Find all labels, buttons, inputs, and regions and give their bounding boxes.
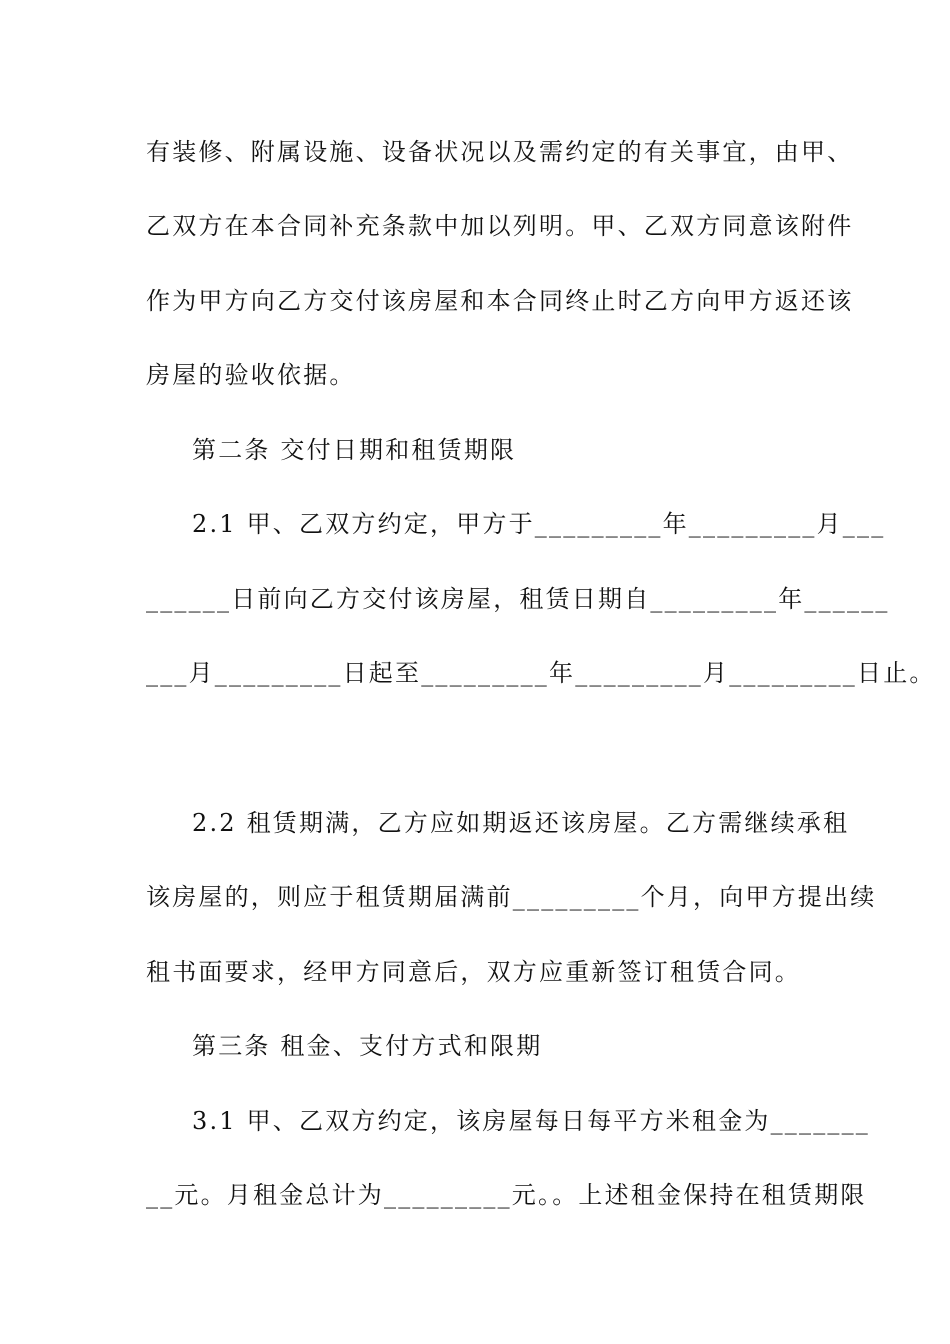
clause-line: 3.1 甲、乙双方约定，该房屋每日每平方米租金为_______ [192,1107,870,1135]
clause-line: ______日前向乙方交付该房屋，租赁日期自_________年______ [146,585,890,613]
section-heading: 第二条 交付日期和租赁期限 [192,436,517,464]
paragraph-line: 房屋的验收依据。 [146,361,356,389]
paragraph-line: 作为甲方向乙方交付该房屋和本合同终止时乙方向甲方返还该 [146,287,854,315]
section-heading: 第三条 租金、支付方式和限期 [192,1032,543,1060]
clause-line: __元。月租金总计为_________元。。上述租金保持在租赁期限 [146,1181,867,1209]
clause-line: ___月_________日起至_________年_________月_________日止。 [146,659,936,687]
paragraph-line: 乙双方在本合同补充条款中加以列明。甲、乙双方同意该附件 [146,212,854,240]
clause-line: 2.2 租赁期满，乙方应如期返还该房屋。乙方需继续承租 [192,809,850,837]
paragraph-line: 有装修、附属设施、设备状况以及需约定的有关事宜，由甲、 [146,138,854,166]
clause-line: 2.1 甲、乙双方约定，甲方于_________年_________月___ [192,510,886,538]
clause-line: 该房屋的，则应于租赁期届满前_________个月，向甲方提出续 [146,883,877,911]
clause-line: 租书面要求，经甲方同意后，双方应重新签订租赁合同。 [146,958,801,986]
